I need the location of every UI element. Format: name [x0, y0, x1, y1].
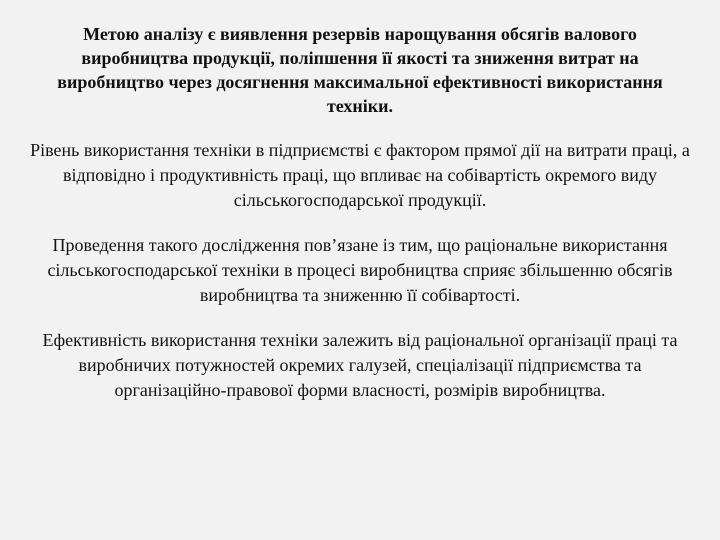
paragraph-research-rationale: Проведення такого дослідження пов’язане із тим, що раціональне використання сільськогосподарської техніки в процесі виробництва сприяє збільшенню обсягів виробництва та зниженню її собівартості.: [47, 235, 673, 305]
paragraph-efficiency-factors: Ефективність використання техніки залежить від раціональної організації праці та виробничих потужностей окремих галузей, спеціалізації підприємства та організаційно-правової форми власності, розмірів виробництва.: [42, 330, 678, 400]
intro-paragraph: Метою аналізу є виявлення резервів нарощування обсягів валового виробництва продукції, поліпшення її якості та зниження витрат на виробництво через досягнення максимальної ефективності використання техніки.: [57, 24, 663, 116]
paragraph-technique-usage-level: Рівень використання техніки в підприємстві є фактором прямої дії на витрати праці, а відповідно і продуктивність праці, що впливає на собівартість окремого виду сільськогосподарської продукції.: [30, 140, 690, 210]
slide-content: [30, 22, 690, 403]
